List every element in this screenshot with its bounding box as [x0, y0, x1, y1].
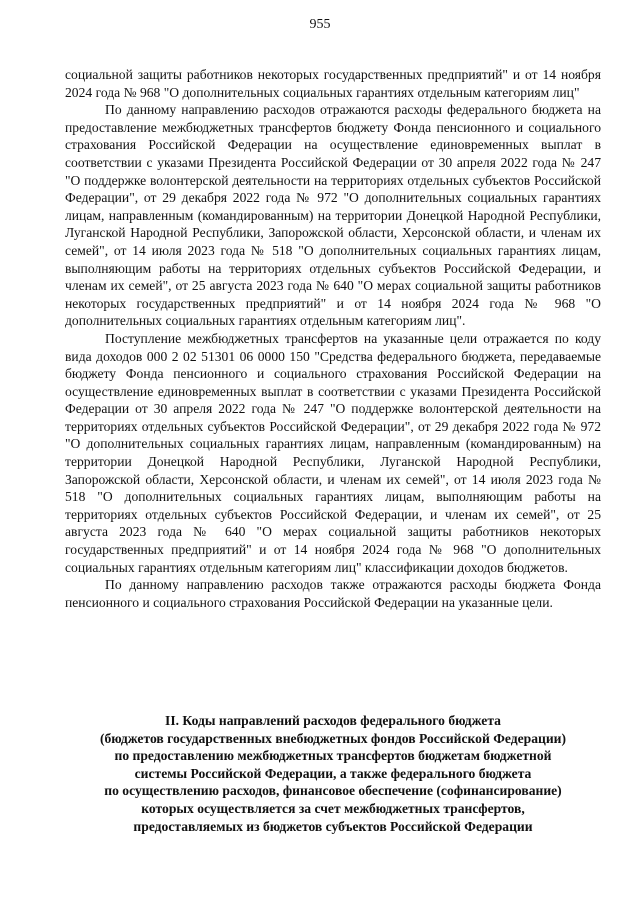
section-heading-line: по осуществлению расходов, финансовое обеспечение (софинансирование): [104, 783, 562, 799]
body-text: [65, 66, 601, 611]
section-heading-line: предоставляемых из бюджетов субъектов Российской Федерации: [133, 818, 533, 834]
section-heading-line: по предоставлению межбюджетных трансфертов бюджетам бюджетной: [114, 748, 552, 764]
section-heading: [60, 712, 606, 835]
paragraph-revenue-code: Поступление межбюджетных трансфертов на указанные цели отражается по коду вида доходов 000 2 02 51301 06 0000 150 "Средства федерального бюджета, передаваемые бюджету Фонда пенсионного и социального страхования Российской Федерации на осуществление единовременных выплат в соответствии с указами Президента Российской Федерации от 30 апреля 2022 года № 247 "О поддержке волонтерской деятельности на территориях отдельных субъектов Российской Федерации", от 29 декабря 2022 года № 972 "О дополнительных социальных гарантиях лицам, направленным (командированным) на территории Донецкой Народной Республики, Луганской Народной Республики, Запорожской области, Херсонской области, и членам их семей", от 14 июля 2023 года № 518 "О дополнительных социальных гарантиях лицам, выполняющим работы на территориях отдельных субъектов Российской Федерации, и членам их семей", от 25 августа 2023 года № 640 "О мерах социальной защиты работников некоторых государственных предприятий" и от 14 ноября 2024 года № 968 "О дополнительных социальных гарантиях отдельным категориям лиц" классификации доходов бюджетов.: [65, 330, 601, 575]
paragraph-fund-expenditure: По данному направлению расходов также отражаются расходы бюджета Фонда пенсионного и социального страхования Российской Федерации на указанные цели.: [65, 577, 601, 610]
section-heading-line: (бюджетов государственных внебюджетных фондов Российской Федерации): [99, 730, 567, 746]
paragraph-expenditure-description: По данному направлению расходов отражаются расходы федерального бюджета на предоставление межбюджетных трансфертов бюджету Фонда пенсионного и социального страхования Российской Федерации на осуществление единовременных выплат в соответствии с указами Президента Российской Федерации от 30 апреля 2022 года № 247 "О поддержке волонтерской деятельности на территориях отдельных субъектов Российской Федерации", от 29 декабря 2022 года № 972 "О дополнительных социальных гарантиях лицам, направленным (командированным) на территории Донецкой Народной Республики, Луганской Народной Республики, Запорожской области, Херсонской области, и членам их семей", от 14 июля 2023 года № 518 "О дополнительных социальных гарантиях лицам, выполняющим работы на территориях отдельных субъектов Российской Федерации, и членам их семей", от 25 августа 2023 года № 640 "О мерах социальной защиты работников некоторых государственных предприятий" и от 14 ноября 2024 года № 968 "О дополнительных социальных гарантиях отдельным категориям лиц".: [65, 102, 601, 329]
section-heading-line: которых осуществляется за счет межбюджетных трансфертов,: [141, 800, 525, 816]
page-number: 955: [309, 17, 331, 32]
section-heading-line: II. Коды направлений расходов федерального бюджета: [165, 713, 501, 728]
section-heading-line: системы Российской Федерации, а также федерального бюджета: [134, 765, 532, 781]
paragraph-continuation: социальной защиты работников некоторых государственных предприятий" и от 14 ноября 2024 года № 968 "О дополнительных социальных гарантиях отдельным категориям лиц": [65, 67, 601, 100]
